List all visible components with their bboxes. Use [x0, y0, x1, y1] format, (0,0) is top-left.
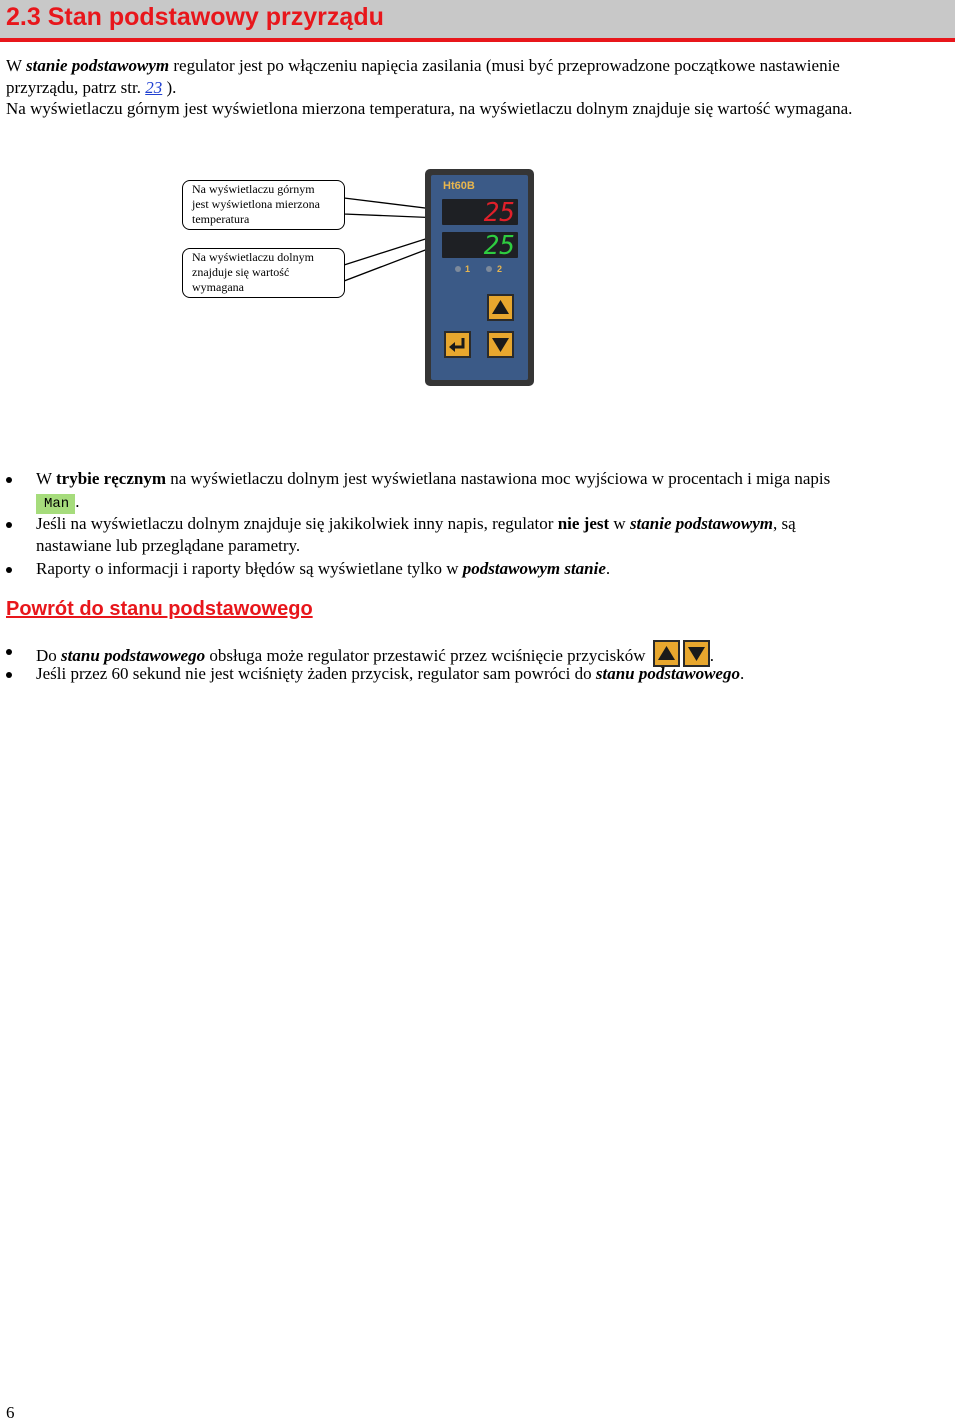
intro-text: regulator jest po włączeniu napięcia zasilania (musi być przeprowadzone początkowe nastawienie [169, 56, 840, 75]
enter-arrow-icon [446, 333, 469, 356]
device-model-label: Ht60B [443, 180, 475, 192]
bullet-other-text-cont: nastawiane lub przeglądane parametry. [36, 536, 301, 555]
bullet-text: W [36, 469, 56, 488]
enter-button[interactable] [444, 331, 471, 358]
callout-line: jest wyświetlona mierzona [192, 197, 320, 211]
bullet-text: Raporty o informacji i raporty błędów są wyświetlane tylko w [36, 559, 463, 578]
down-button[interactable] [487, 331, 514, 358]
bullet-bold: nie jest [557, 514, 610, 533]
bullet-text: Jeśli na wyświetlaczu dolnym znajduje się jakikolwiek inny napis, regulator [36, 514, 558, 533]
triangle-down-icon [489, 333, 512, 356]
callout-lower-display [182, 248, 345, 298]
bullet-emphasis: stanu podstawowego [61, 646, 206, 665]
intro-text: ). [162, 78, 177, 97]
bullet-bold: trybie ręcznym [56, 469, 166, 488]
callout-line: znajduje się wartość [192, 265, 290, 279]
callout-line: temperatura [192, 212, 250, 226]
bullet-text: Jeśli przez 60 sekund nie jest wciśnięty żaden przycisk, regulator sam powróci do [36, 664, 596, 683]
bullet-text: . [739, 664, 745, 683]
bullet-timeout [36, 663, 744, 685]
bullet-emphasis: stanu podstawowego [595, 664, 740, 683]
callout-line: Na wyświetlaczu dolnym [192, 250, 314, 264]
device-front-panel [431, 175, 528, 380]
bullet-emphasis: stanie podstawowym [629, 514, 774, 533]
led-label-1: 1 [465, 264, 471, 274]
bullet-text: . [709, 646, 714, 665]
bullet-other-text [36, 513, 796, 535]
intro-text: W [6, 56, 26, 75]
output-led-2 [486, 266, 492, 272]
bullet-text: Do [36, 646, 62, 665]
man-indicator: Man [36, 494, 75, 514]
page-link[interactable]: 23 [145, 78, 163, 97]
bullet-dot [6, 672, 12, 678]
led-label-2: 2 [497, 264, 503, 274]
bullet-text: . [605, 559, 611, 578]
bullet-manual-mode [36, 468, 830, 490]
lower-display [442, 232, 518, 258]
output-led-1 [455, 266, 461, 272]
bullet-dot [6, 649, 12, 655]
section-heading: 2.3 Stan podstawowy przyrządu [6, 3, 384, 31]
bullet-text: , są [773, 514, 796, 533]
upper-display-value: 25 [483, 199, 515, 225]
intro-text: przyrządu, patrz str. [6, 78, 146, 97]
bullet-emphasis: podstawowym stanie [462, 559, 606, 578]
bullet-manual-mode-cont [36, 491, 79, 514]
bullet-reports [36, 558, 610, 580]
display-description: Na wyświetlaczu górnym jest wyświetlona mierzona temperatura, na wyświetlaczu dolnym znajduje się wartość wymagana. [6, 99, 853, 118]
bullet-dot [6, 522, 12, 528]
callout-upper-display [182, 180, 345, 230]
controller-device [425, 169, 534, 386]
lower-display-value: 25 [483, 232, 515, 258]
bullet-text: . [75, 492, 80, 511]
page-number: 6 [6, 1403, 15, 1422]
bullet-text: w [609, 514, 630, 533]
upper-display [442, 199, 518, 225]
bullet-dot [6, 567, 12, 573]
triangle-up-icon [489, 296, 512, 319]
return-heading: Powrót do stanu podstawowego [6, 598, 313, 620]
intro-emphasis: stanie podstawowym [26, 56, 170, 75]
bullet-text: obsługa może regulator przestawić przez wciśnięcie przycisków [205, 646, 646, 665]
callout-line: Na wyświetlaczu górnym [192, 182, 315, 196]
callout-line: wymagana [192, 280, 244, 294]
up-button[interactable] [487, 294, 514, 321]
bullet-text: na wyświetlaczu dolnym jest wyświetlana nastawiona moc wyjściowa w procentach i miga napis [165, 469, 831, 488]
bullet-dot [6, 477, 12, 483]
